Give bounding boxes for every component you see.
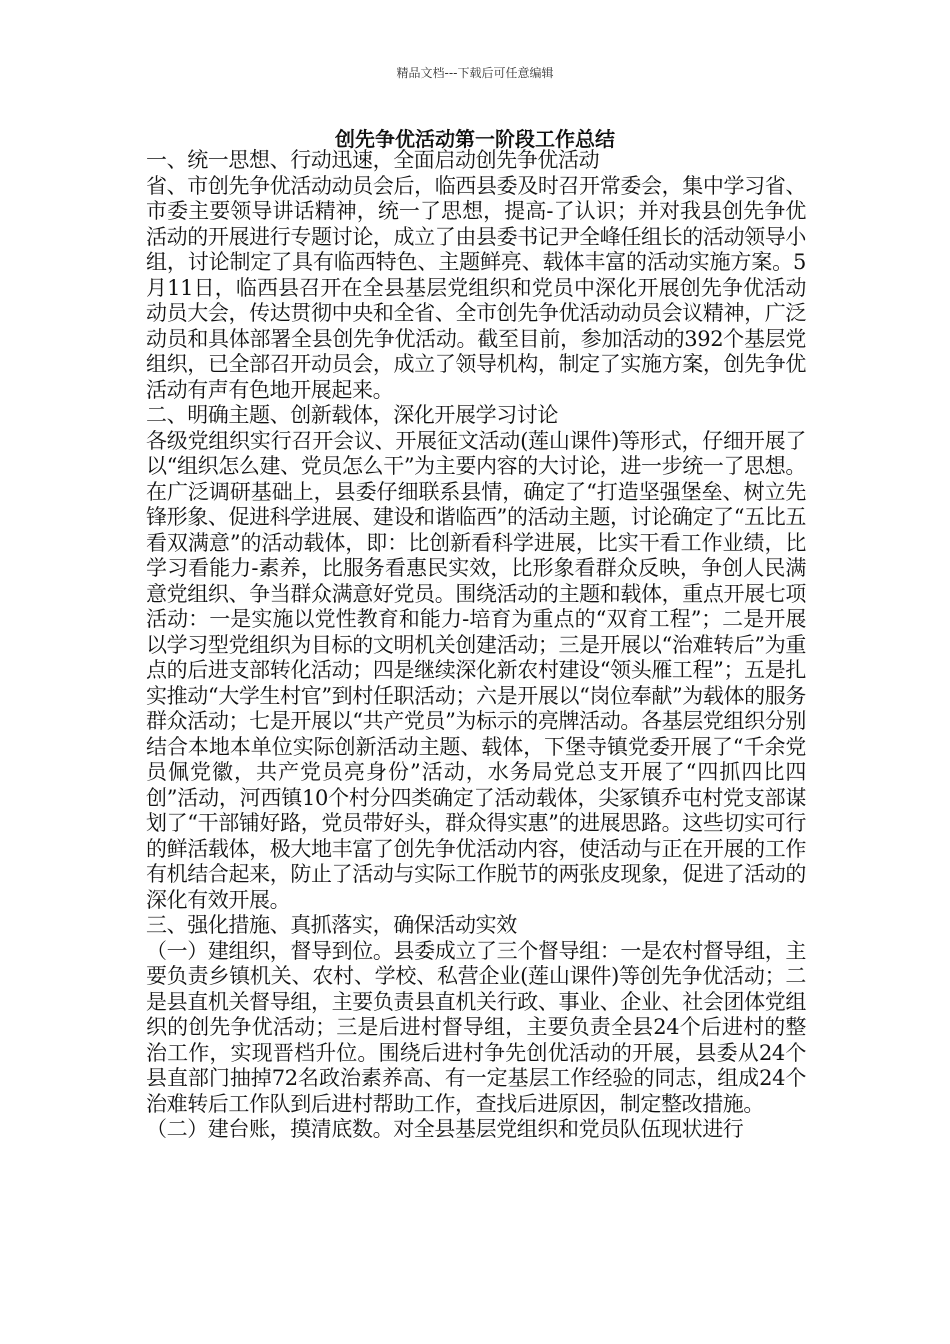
document-title: 创先争优活动第一阶段工作总结 bbox=[335, 127, 615, 151]
document-body bbox=[146, 148, 806, 1143]
page-header-note: 精品文档---下载后可任意编辑 bbox=[396, 66, 554, 80]
section-heading-3: 三、强化措施、真抓落实，确保活动实效 bbox=[146, 913, 517, 937]
body-paragraph-3: （一）建组织，督导到位。县委成立了三个督导组：一是农村督导组，主要负责乡镇机关、农村、学校、私营企业(莲山课件)等创先争优活动；二是县直机关督导组，主要负责县直机关行政、事业、企业、社会团体党组织的创先争优活动；三是后进村督导组，主要负责全县24个后进村的整治工作，实现晋档升位。围绕后进村争先创优活动的开展，县委从24个县直部门抽掉72名政治素养高、有一定基层工作经验的同志，组成24个治难转后工作队到后进村帮助工作，查找后进原因，制定整改措施。 bbox=[146, 938, 806, 1116]
body-paragraph-1: 省、市创先争优活动动员会后，临西县委及时召开常委会，集中学习省、市委主要领导讲话精神，统一了思想，提高-了认识；并对我县创先争优活动的开展进行专题讨论，成立了由县委书记尹全峰任组长的活动领导小组，讨论制定了具有临西特色、主题鲜亮、载体丰富的活动实施方案。5月11日，临西县召开在全县基层党组织和党员中深化开展创先争优活动动员大会，传达贯彻中央和全省、全市创先争优活动动员会议精神，广泛动员和具体部署全县创先争优活动。截至目前，参加活动的392个基层党组织，已全部召开动员会，成立了领导机构，制定了实施方案，创先争优活动有声有色地开展起来。 bbox=[146, 173, 806, 402]
section-heading-1: 一、统一思想、行动迅速，全面启动创先争优活动 bbox=[146, 148, 600, 172]
body-paragraph-4: （二）建台账，摸清底数。对全县基层党组织和党员队伍现状进行 bbox=[146, 1117, 744, 1141]
section-heading-2: 二、明确主题、创新载体，深化开展学习讨论 bbox=[146, 403, 558, 427]
body-paragraph-2: 各级党组织实行召开会议、开展征文活动(莲山课件)等形式，仔细开展了以“组织怎么建、党员怎么干”为主要内容的大讨论，进一步统一了思想。在广泛调研基础上，县委仔细联系县情，确定了“打造坚强堡垒、树立先锋形象、促进科学进展、建设和谐临西”的活动主题，讨论确定了“五比五看双满意”的活动载体，即：比创新看科学进展，比实干看工作业绩，比学习看能力-素养，比服务看惠民实效，比形象看群众反映，争创人民满意党组织、争当群众满意好党员。围绕活动的主题和载体，重点开展七项活动：一是实施以党性教育和能力-培育为重点的“双育工程”；二是开展以学习型党组织为目标的文明机关创建活动；三是开展以“治难转后”为重点的后进支部转化活动；四是继续深化新农村建设“领头雁工程”；五是扎实推动“大学生村官”到村任职活动；六是开展以“岗位奉献”为载体的服务群众活动；七是开展以“共产党员”为标示的亮牌活动。各基层党组织分别结合本地本单位实际创新活动主题、载体，下堡寺镇党委开展了“千余党员佩党徽，共产党员亮身份”活动，水务局党总支开展了“四抓四比四创”活动，河西镇10个村分四类确定了活动载体，尖冢镇乔屯村党支部谋划了“干部铺好路，党员带好头，群众得实惠”的进展思路。这些切实可行的鲜活载体，极大地丰富了创先争优活动内容，使活动与正在开展的工作有机结合起来，防止了活动与实际工作脱节的两张皮现象，促进了活动的深化有效开展。 bbox=[146, 428, 806, 912]
